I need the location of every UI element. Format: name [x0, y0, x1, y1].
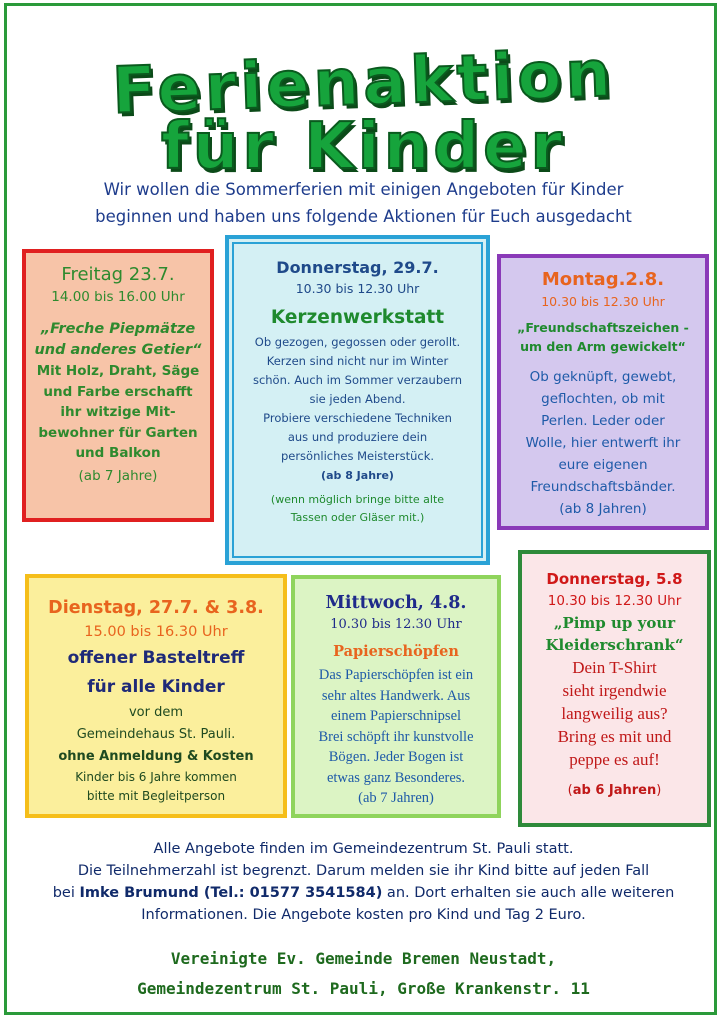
- event-desc-line: peppe es auf!: [569, 750, 660, 769]
- event-time: 10.30 bis 12.30 Uhr: [330, 617, 462, 632]
- event-desc-line: Dein T-Shirt: [572, 658, 657, 677]
- footer-line: Die Teilnehmerzahl ist begrenzt. Darum melden sie ihr Kind bitte auf jeden Fall: [77, 863, 650, 879]
- footer-contact-post: an. Dort erhalten sie auch alle weiteren: [382, 885, 675, 901]
- event-title: Kerzenwerkstatt: [270, 307, 445, 328]
- event-desc-line: Bring es mit und: [557, 727, 672, 746]
- event-desc-line: sehr altes Handwerk. Aus: [321, 687, 471, 704]
- event-title-line-1: „Pimp up your: [553, 614, 676, 632]
- event-desc-line: Probiere verschiedene Techniken: [263, 411, 452, 425]
- event-age: (ab 8 Jahre): [321, 469, 394, 482]
- event-box-wednesday: [291, 575, 501, 818]
- event-desc-line: langweilig aus?: [561, 704, 668, 723]
- event-cost: ohne Anmeldung & Kosten: [58, 749, 254, 764]
- event-age: (ab 7 Jahren): [358, 790, 434, 806]
- intro-line-2: beginnen und haben uns folgende Aktionen für Euch ausgedacht: [95, 207, 632, 226]
- footer-line: Informationen. Die Angebote kosten pro Kind und Tag 2 Euro.: [141, 907, 586, 923]
- event-note-line: (wenn möglich bringe bitte alte: [270, 493, 445, 506]
- title-line-2: für Kinder: [160, 110, 567, 184]
- event-title: Papierschöpfen: [333, 643, 459, 660]
- footer-contact-name: Imke Brumund (Tel.: 01577 3541584): [79, 885, 383, 901]
- event-note-line: Kinder bis 6 Jahre kommen: [75, 770, 237, 784]
- event-age-close: ): [656, 783, 662, 798]
- event-desc-line: etwas ganz Besonderes.: [326, 769, 466, 786]
- event-time: 15.00 bis 16.30 Uhr: [84, 624, 228, 640]
- event-date: Montag.2.8.: [541, 269, 665, 290]
- event-desc-line: Ob gezogen, gegossen oder gerollt.: [254, 335, 461, 349]
- event-desc-line: Das Papierschöpfen ist ein: [318, 667, 474, 683]
- event-desc-line: ihr witzige Mit-: [60, 404, 176, 420]
- event-desc-line: sie jeden Abend.: [309, 392, 406, 406]
- event-title-line-2: für alle Kinder: [87, 677, 225, 697]
- event-desc-line: Ob geknüpft, gewebt,: [529, 369, 677, 385]
- title-line-1: Ferienaktion: [110, 37, 617, 129]
- footer-contact-pre: bei: [52, 885, 80, 901]
- event-desc-line: Freundschaftsbänder.: [530, 479, 676, 495]
- event-desc-line: Brei schöpft ihr kunstvolle: [318, 728, 474, 745]
- event-desc-line: und Balkon: [75, 445, 161, 461]
- event-desc-line: Mit Holz, Draht, Säge: [36, 363, 200, 379]
- organization-info: [20, 944, 707, 1004]
- event-time: 14.00 bis 16.00 Uhr: [51, 289, 185, 305]
- event-desc-line: schön. Auch im Sommer verzaubern: [252, 373, 463, 387]
- event-age: [522, 781, 707, 801]
- event-date: Dienstag, 27.7. & 3.8.: [48, 598, 264, 618]
- event-box-thursday-29-7: [225, 235, 490, 565]
- event-box-friday: [22, 249, 214, 522]
- event-desc-line: aus und produziere dein: [287, 430, 428, 444]
- event-date: Donnerstag, 5.8: [546, 570, 683, 588]
- event-title-line-1: „Freundschaftszeichen -: [517, 320, 689, 335]
- event-desc-line: eure eigenen: [558, 457, 648, 473]
- event-age: (ab 7 Jahre): [78, 467, 158, 484]
- event-desc-line: und Farbe erschafft: [43, 383, 193, 400]
- event-age: (ab 8 Jahren): [559, 501, 647, 517]
- event-box-monday: [497, 254, 709, 530]
- event-desc-line: Wolle, hier entwerft ihr: [525, 435, 681, 451]
- event-title-line-1: offener Basteltreff: [67, 648, 245, 668]
- event-age-open: (: [567, 783, 573, 798]
- event-desc-line: bewohner für Garten: [38, 424, 198, 441]
- event-desc-line: Bögen. Jeder Bogen ist: [328, 749, 464, 765]
- event-time: 10.30 bis 12.30 Uhr: [295, 281, 420, 296]
- event-desc-line: Kerzen sind nicht nur im Winter: [266, 354, 449, 368]
- footer-line: Alle Angebote finden im Gemeindezentrum St. Pauli statt.: [153, 841, 574, 857]
- event-title-line-1: „Freche Piepmätze: [40, 321, 196, 337]
- event-date: Donnerstag, 29.7.: [276, 258, 439, 277]
- event-desc-line: Perlen. Leder oder: [541, 413, 665, 429]
- event-desc-line: persönliches Meisterstück.: [280, 449, 435, 463]
- event-title-line-2: Kleiderschrank“: [545, 636, 684, 654]
- event-note-line: Tassen oder Gläser mit.): [290, 511, 425, 524]
- organization-line-1: Vereinigte Ev. Gemeinde Bremen Neustadt,: [170, 949, 557, 968]
- event-place-line: Gemeindehaus St. Pauli.: [76, 727, 236, 742]
- event-desc-line: geflochten, ob mit: [541, 391, 665, 407]
- event-age-value: ab 6 Jahren: [572, 783, 657, 798]
- event-date: Freitag 23.7.: [61, 264, 175, 285]
- event-desc-line: sieht irgendwie: [562, 681, 667, 700]
- event-time: 10.30 bis 12.30 Uhr: [547, 593, 682, 609]
- organization-line-2: Gemeindezentrum St. Pauli, Große Krankenstr. 11: [137, 979, 590, 998]
- event-place-line: vor dem: [128, 705, 184, 720]
- intro-text: [40, 176, 687, 230]
- footer-info: [20, 838, 707, 926]
- event-date: Mittwoch, 4.8.: [325, 593, 467, 613]
- event-box-tuesday: [25, 574, 287, 818]
- event-desc-line: einem Papierschnipsel: [330, 708, 462, 724]
- intro-line-1: Wir wollen die Sommerferien mit einigen Angeboten für Kinder: [103, 180, 624, 199]
- event-title-line-2: um den Arm gewickelt“: [520, 339, 686, 354]
- event-title-line-2: und anderes Getier“: [34, 342, 202, 358]
- event-note-line: bitte mit Begleitperson: [86, 789, 226, 803]
- event-time: 10.30 bis 12.30 Uhr: [541, 294, 665, 309]
- footer-line-contact: [20, 882, 707, 904]
- event-box-thursday-5-8: [518, 550, 711, 827]
